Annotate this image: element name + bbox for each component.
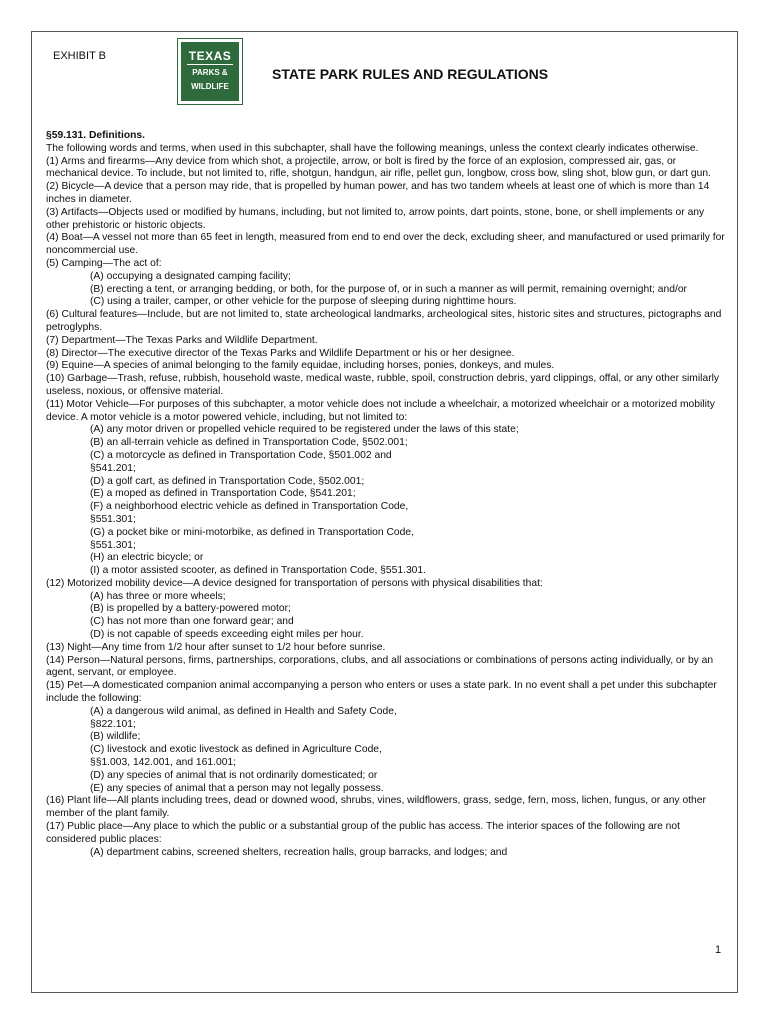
definition-paragraph: The following words and terms, when used in this subchapter, shall have the following meanings, unless the context clearly indicates otherwise.: [46, 142, 699, 154]
definition-subitem: §541.201;: [90, 462, 136, 474]
definition-subitem: (H) an electric bicycle; or: [90, 552, 204, 564]
page-number: 1: [715, 944, 722, 956]
definition-subitem: §551.301;: [90, 513, 136, 525]
definition-subitem: (I) a motor assisted scooter, as defined in Transportation Code, §551.301.: [90, 565, 426, 577]
definition-paragraph: (12) Motorized mobility device—A device designed for transportation of persons with physical disabilities that:: [46, 577, 543, 589]
definition-subitem: (C) using a trailer, camper, or other vehicle for the purpose of sleeping during nighttime hours.: [90, 296, 517, 308]
logo-text-parks: PARKS &: [192, 68, 228, 77]
exhibit-label: EXHIBIT B: [53, 50, 106, 62]
definition-paragraph: (4) Boat—A vessel not more than 65 feet in length, measured from end to end over the deck, excluding sheer, and manufactured or used primarily for noncommercial use.: [46, 232, 725, 257]
definition-paragraph: (11) Motor Vehicle—For purposes of this subchapter, a motor vehicle does not include a wheelchair, a motorized wheelchair or a motorized mobility device. A motor vehicle is a motor powered vehicle, including, but not limited to:: [46, 398, 715, 423]
definition-subitem: (A) any motor driven or propelled vehicle required to be registered under the laws of this state;: [90, 424, 519, 436]
definition-paragraph: (6) Cultural features—Include, but are not limited to, state archeological landmarks, archeological sites, historic sites and structures, pictographs and petroglyphs.: [46, 309, 722, 333]
logo-text-wildlife: WILDLIFE: [191, 82, 229, 91]
logo-divider: [187, 64, 233, 65]
definition-paragraph: (16) Plant life—All plants including trees, dead or downed wood, shrubs, vines, wildflowers, grass, sedge, fern, moss, lichen, fungus, or any other member of the plant family.: [46, 795, 706, 820]
definition-subitem: (B) an all-terrain vehicle as defined in Transportation Code, §502.001;: [90, 437, 408, 449]
definition-paragraph: (9) Equine—A species of animal belonging to the family equidae, including horses, ponies, donkeys, and mules.: [46, 360, 555, 372]
definition-subitem: (C) a motorcycle as defined in Transportation Code, §501.002 and: [90, 449, 392, 461]
definition-subitem: (D) any species of animal that is not ordinarily domesticated; or: [90, 769, 378, 781]
definition-paragraph: (5) Camping—The act of:: [46, 257, 162, 269]
definition-subitem: (E) a moped as defined in Transportation Code, §541.201;: [90, 488, 356, 500]
definition-subitem: §822.101;: [90, 718, 136, 730]
definition-paragraph: (10) Garbage—Trash, refuse, rubbish, household waste, medical waste, rubble, spoil, construction debris, yard clippings, offal, or any other similarly useless, noxious, or offensive material.: [46, 373, 720, 397]
definition-subitem: (C) has not more than one forward gear; and: [90, 616, 294, 628]
definition-paragraph: (2) Bicycle—A device that a person may ride, that is propelled by human power, and has two tandem wheels at least one of which is more than 14 inches in diameter.: [46, 181, 710, 205]
definition-subitem: (C) livestock and exotic livestock as defined in Agriculture Code,: [90, 744, 382, 756]
definition-subitem: (F) a neighborhood electric vehicle as defined in Transportation Code,: [90, 501, 409, 513]
definition-paragraph: (15) Pet—A domesticated companion animal accompanying a person who enters or uses a state park. In no event shall a pet under this subchapter include the following:: [46, 680, 717, 705]
definition-subitem: (A) a dangerous wild animal, as defined in Health and Safety Code,: [90, 705, 397, 717]
definition-subitem: (B) erecting a tent, or arranging bedding, or both, for the purpose of, or in such a manner as will permit, remaining overnight; and/or: [90, 283, 687, 295]
definition-paragraph: (14) Person—Natural persons, firms, partnerships, corporations, clubs, and all associations or combinations of persons acting individually, or by an agent, servant, or employee.: [46, 654, 714, 679]
definition-subitem: (D) a golf cart, as defined in Transportation Code, §502.001;: [90, 475, 365, 487]
definition-paragraph: (3) Artifacts—Objects used or modified by humans, including, but not limited to, arrow points, dart points, stone, bone, or shell implements or any other prehistoric or historic objects.: [46, 206, 705, 231]
definition-paragraph: (7) Department—The Texas Parks and Wildlife Department.: [46, 334, 318, 346]
definition-subitem: (G) a pocket bike or mini-motorbike, as defined in Transportation Code,: [90, 526, 414, 538]
definition-subitem: §§1.003, 142.001, and 161.001;: [90, 757, 237, 769]
definition-subitem: §551.301;: [90, 539, 136, 551]
definition-subitem: (A) department cabins, screened shelters, recreation halls, group barracks, and lodges; and: [90, 846, 508, 858]
section-heading: §59.131. Definitions.: [46, 130, 146, 141]
definition-subitem: (B) is propelled by a battery-powered motor;: [90, 603, 291, 615]
definition-paragraph: (13) Night—Any time from 1/2 hour after sunset to 1/2 hour before sunrise.: [46, 641, 386, 653]
document-body: [46, 130, 726, 859]
definition-paragraph: (1) Arms and firearms—Any device from which shot, a projectile, arrow, or bolt is fired by the force of an explosion, compressed air, gas, or mechanical device. To include, but not limited to, rifle, shotgun, handgun, air rifle, pellet gun, longbow, cross bow, sling shot, blow gun, or dart gun.: [46, 155, 711, 180]
definition-subitem: (A) has three or more wheels;: [90, 590, 226, 602]
logo-text-texas: TEXAS: [188, 49, 232, 63]
definition-subitem: (E) any species of animal that a person may not legally possess.: [90, 782, 384, 794]
definition-subitem: (A) occupying a designated camping facility;: [90, 270, 291, 282]
page-title: STATE PARK RULES AND REGULATIONS: [272, 66, 549, 82]
definition-subitem: (D) is not capable of speeds exceeding eight miles per hour.: [90, 629, 364, 641]
definition-paragraph: (8) Director—The executive director of the Texas Parks and Wildlife Department or his or her designee.: [46, 347, 515, 359]
definition-subitem: (B) wildlife;: [90, 731, 141, 743]
tpwd-logo: [178, 39, 242, 104]
definition-paragraph: (17) Public place—Any place to which the public or a substantial group of the public has access. The interior spaces of the following are not considered public places:: [46, 821, 680, 845]
